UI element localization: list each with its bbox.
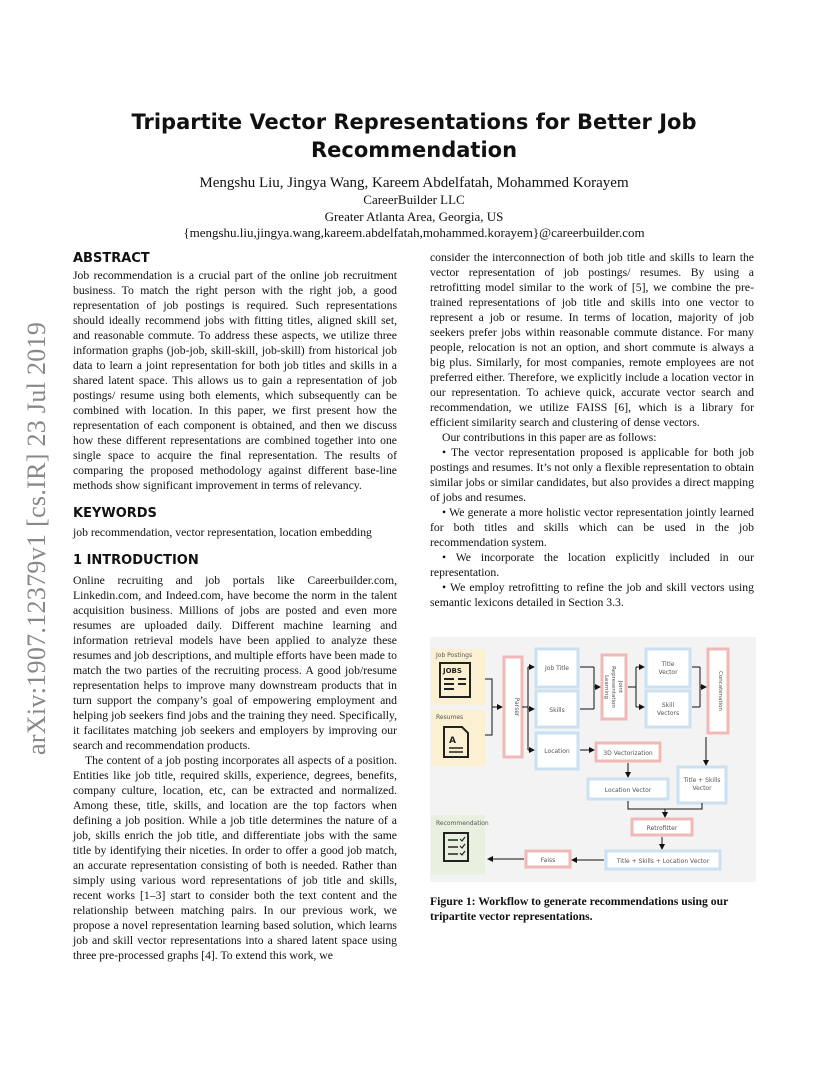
retrofitter-label: Retrofitter xyxy=(646,825,678,832)
location-box xyxy=(536,733,578,769)
contributions-intro: Our contributions in this paper are as follows: xyxy=(442,431,657,444)
concatenation-box xyxy=(708,649,728,733)
resumes-panel xyxy=(431,710,485,766)
parser-label: Parser xyxy=(513,697,520,717)
jobs-icon-text: JOBS xyxy=(443,667,462,675)
keywords-text: job recommendation, vector representation, location embedding xyxy=(73,526,372,539)
abstract-text: Job recommendation is a crucial part of the online job recruitment business. To match the right person with the right job, a good representation of job postings is required. Such representations should ideally recommend jobs with fitting titles, aligned skill set, and reasonable commute. To address these aspects, we utilize three information graphs (job-job, skill-skill, job-skill) from historical job data to learn a joint representation for both job titles and skills in a shared latent space. This allows us to gain a representation of job postings/ resume using both elements, which subsequently can be combined with location. In this paper, we first present how the representation of each component is obtained, and then we discuss how these different representations are combined together into one single space to acquire the final representation. The results of comparing the proposed methodology against different base-line methods show significant improvement in terms of relevancy. xyxy=(73,269,397,492)
location-label: Location xyxy=(544,748,570,755)
figure-caption: Figure 1: Workflow to generate recommendations using our tripartite vector representations. xyxy=(430,895,729,923)
svg-text:A: A xyxy=(449,736,456,746)
intro-paragraph-1: Online recruiting and job portals like Careerbuilder.com, Linkedin.com, and Indeed.com, have become the norm in the talent acquisition business. Millions of jobs are posted and even more resumes are uploaded daily. Different machine learning and information retrieval models have been applied to analyze these resumes and job descriptions, and multiple efforts have been made to match the two parties of the recruiting process. A good job/resume representation helps to improve many downstream products that in turn support the company’s goal of empowering employment and helping job seekers find jobs and the training they need. Specifically, it facilitates matching job seekers and employers by improving our search and recommendation products. xyxy=(73,574,397,752)
arxiv-stamp: arXiv:1907.12379v1 [cs.IR] 23 Jul 2019 xyxy=(22,321,51,755)
authors: Mengshu Liu, Jingya Wang, Kareem Abdelfatah, Mohammed Korayem xyxy=(199,175,629,191)
title-vector-box xyxy=(646,649,690,687)
recommendation-label: Recommendation xyxy=(436,820,489,827)
contribution-bullet-1: • The vector representation proposed is applicable for both job postings and resumes. It’s not only a flexible representation to obtain similar jobs or similar candidates, but also provides a direct mapping of jobs and resumes. xyxy=(430,446,754,504)
affiliation: CareerBuilder LLC xyxy=(363,192,465,207)
contribution-bullet-4: • We employ retrofitting to refine the job and skill vectors using semantic lexicons detailed in Section 3.3. xyxy=(430,581,754,609)
recommendation-panel xyxy=(431,815,489,875)
workflow-diagram xyxy=(430,637,756,882)
location-vector-box xyxy=(588,779,668,799)
retrofitter-box xyxy=(632,819,692,835)
title-skills-vector-box xyxy=(678,767,726,803)
introduction-heading: 1 INTRODUCTION xyxy=(73,553,199,568)
abstract-heading: ABSTRACT xyxy=(73,251,150,266)
contribution-bullet-3: • We incorporate the location explicitly included in our representation. xyxy=(430,551,754,579)
faiss-box xyxy=(526,851,570,867)
left-column xyxy=(73,250,397,963)
workflow-figure xyxy=(430,637,756,882)
title-vector-line-1: Title xyxy=(661,661,675,668)
combined-vector-label: Title + Skills + Location Vector xyxy=(616,858,710,865)
parser-box xyxy=(504,657,522,757)
title-line-2: Recommendation xyxy=(310,138,518,162)
paper-title xyxy=(100,108,728,164)
job-postings-panel xyxy=(431,649,485,705)
combined-vector-box xyxy=(606,851,720,869)
affiliation-location: Greater Atlanta Area, Georgia, US xyxy=(324,209,504,224)
concatenation-label: Concatenation xyxy=(717,670,723,712)
job-postings-label: Job Postings xyxy=(436,652,473,659)
title-line-1: Tripartite Vector Representations for Better Job xyxy=(131,110,697,134)
faiss-label: Faiss xyxy=(540,857,556,864)
joint-representation-box xyxy=(602,655,626,719)
joint-rep-line-2: Representation xyxy=(610,666,616,708)
location-vector-label: Location Vector xyxy=(604,787,652,794)
title-skills-vector-line-2: Vector xyxy=(692,785,712,792)
title-vector-line-2: Vector xyxy=(658,669,678,676)
skill-vectors-box xyxy=(646,691,690,727)
skill-vectors-line-2: Vectors xyxy=(656,710,680,717)
author-emails: {mengshu.liu,jingya.wang,kareem.abdelfatah,mohammed.korayem}@careerbuilder.com xyxy=(183,225,645,240)
intro-paragraph-2: The content of a job posting incorporates all aspects of a position. Entities like job title, required skills, experience, degrees, benefits, company culture, location, etc, can be extracted and normalized. Among these, title, skills, and location are the top factors when defining a job position. While a job title determines the nature of a job, skills enrich the job title, and differentiate jobs with the same title by identifying their niceties. In order to offer a good job match, an accurate representation consisting of both is needed. Rather than simply using various word representations of job title and skills, recent works [1–3] start to consider both the text content and the relationship between matching pairs. In our previous work, we propose a novel representation learning based solution, which learns job and skill vector representations into a shared latent space using three pre-processed graphs [4]. To extend this work, we xyxy=(73,754,397,962)
vectorization-box xyxy=(596,743,660,761)
contribution-bullet-2: • We generate a more holistic vector representation jointly learned for both titles and skills which can be used in the job recommendation system. xyxy=(430,506,754,549)
intro-paragraph-3: consider the interconnection of both job title and skills to learn the vector representation of job postings/ resumes. By using a retrofitting model similar to the work of [5], we combine the pre-trained representations of job title and skills into one vector to represent a job or resume. In terms of location, majority of job seekers prefer jobs within reasonable commute distance. For many people, relocation is not an option, and short commute is always a big plus. Similarly, for most companies, remote employees are not preferred either. Therefore, we explicitly include a location vector in our representation. To achieve quick, accurate vector search and recommendation, we utilize FAISS [6], which is a library for efficient similarity search and clustering of dense vectors. xyxy=(430,251,754,429)
title-skills-vector-line-1: Title + Skills xyxy=(683,777,721,784)
job-title-label: Job Title xyxy=(544,665,570,672)
job-title-box xyxy=(536,649,578,687)
skills-label: Skills xyxy=(549,707,565,714)
joint-rep-line-3: Learning xyxy=(603,675,609,699)
skills-box xyxy=(536,691,578,727)
right-column xyxy=(430,250,754,610)
keywords-heading: KEYWORDS xyxy=(73,506,157,521)
resumes-label: Resumes xyxy=(436,714,464,721)
joint-rep-line-1: Joint xyxy=(617,680,623,694)
vectorization-label: 3D Vectorization xyxy=(603,750,653,757)
skill-vectors-line-1: Skill xyxy=(661,702,675,709)
